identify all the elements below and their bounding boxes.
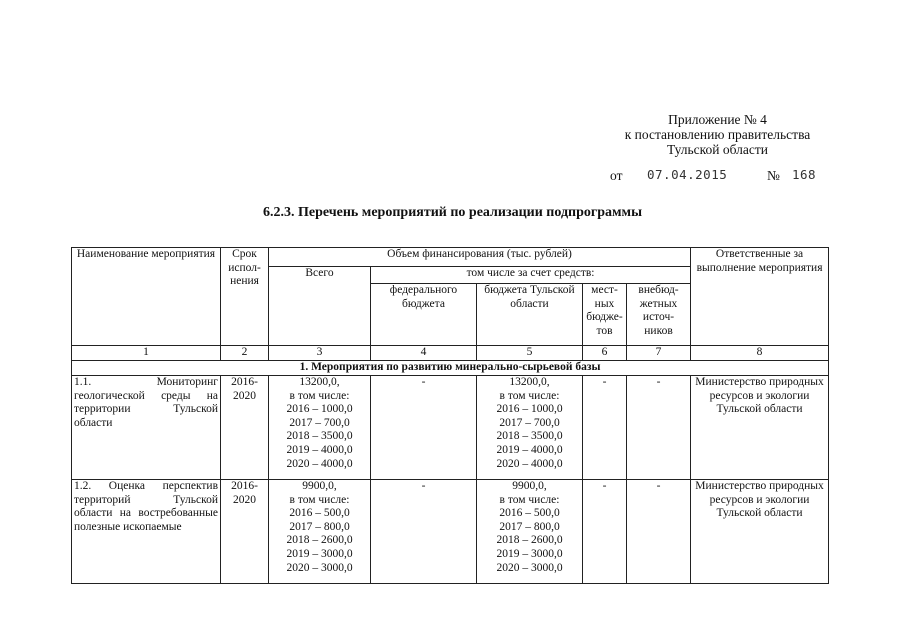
section-title: 1. Мероприятия по развитию минерально-сырьевой базы — [72, 361, 829, 376]
measure-extra: - — [627, 480, 691, 584]
column-number: 5 — [477, 346, 583, 361]
total-line: 2019 – 3000,0 — [286, 547, 353, 560]
resolution-date: 07.04.2015 — [647, 167, 728, 182]
total-line: в том числе: — [289, 493, 350, 506]
header-extra: внебюд-жетных источ-ников — [627, 284, 691, 346]
header-including: том числе за счет средств: — [371, 267, 691, 284]
regional-line: в том числе: — [499, 389, 560, 402]
regional-line: 2017 – 800,0 — [499, 520, 560, 533]
measure-total — [269, 376, 371, 480]
measure-extra: - — [627, 376, 691, 480]
total-line: 2018 – 2600,0 — [286, 534, 353, 547]
total-line: 2020 – 3000,0 — [286, 561, 353, 574]
header-responsible: Ответственные за выполнение мероприятия — [691, 248, 829, 346]
total-line: в том числе: — [289, 389, 350, 402]
section-row — [72, 361, 829, 376]
header-term: Срок испол-нения — [221, 248, 269, 346]
appendix-line-2: к постановлению правительства — [624, 127, 811, 142]
regional-line: 9900,0, — [512, 480, 547, 492]
appendix-line-1: Приложение № 4 — [668, 112, 767, 127]
total-line: 2020 – 4000,0 — [286, 457, 353, 470]
table-row — [72, 480, 829, 584]
measure-name: 1.1. Мониторинг геологической среды на территории Тульской области — [72, 376, 221, 480]
header-name: Наименование мероприятия — [72, 248, 221, 346]
total-line: 2016 – 500,0 — [289, 507, 350, 520]
total-line: 2017 – 700,0 — [289, 416, 350, 429]
measure-local: - — [583, 376, 627, 480]
column-number: 1 — [72, 346, 221, 361]
resolution-date-line — [610, 167, 817, 184]
measure-responsible: Министерство природных ресурсов и экологии Тульской области — [691, 480, 829, 584]
column-number: 2 — [221, 346, 269, 361]
total-line: 2017 – 800,0 — [289, 520, 350, 533]
column-number: 8 — [691, 346, 829, 361]
regional-line: 2019 – 3000,0 — [496, 547, 563, 560]
regional-line: 2017 – 700,0 — [499, 416, 560, 429]
appendix-header — [560, 112, 875, 157]
total-line: 2018 – 3500,0 — [286, 430, 353, 443]
header-funding: Объем финансирования (тыс. рублей) — [269, 248, 691, 267]
header-federal: федерального бюджета — [371, 284, 477, 346]
table-row — [72, 376, 829, 480]
header-regional: бюджета Тульской области — [477, 284, 583, 346]
column-number: 6 — [583, 346, 627, 361]
column-number: 3 — [269, 346, 371, 361]
regional-line: 2019 – 4000,0 — [496, 443, 563, 456]
total-line: 9900,0, — [302, 480, 337, 492]
regional-line: 2018 – 3500,0 — [496, 430, 563, 443]
from-label: от — [610, 168, 623, 183]
column-number: 4 — [371, 346, 477, 361]
measure-name: 1.2. Оценка перспектив территорий Тульской области на востребованные полезные ископаемые — [72, 480, 221, 584]
number-label: № — [767, 168, 780, 183]
regional-line: 13200,0, — [509, 376, 550, 388]
column-number: 7 — [627, 346, 691, 361]
regional-line: 2016 – 500,0 — [499, 507, 560, 520]
regional-line: 2016 – 1000,0 — [496, 403, 563, 416]
total-line: 13200,0, — [299, 376, 340, 388]
document-title: 6.2.3. Перечень мероприятий по реализации подпрограммы — [262, 205, 643, 220]
header-local: мест-ных бюдже-тов — [583, 284, 627, 346]
regional-line: 2020 – 3000,0 — [496, 561, 563, 574]
total-line: 2019 – 4000,0 — [286, 443, 353, 456]
measure-regional — [477, 376, 583, 480]
regional-line: 2020 – 4000,0 — [496, 457, 563, 470]
total-line: 2016 – 1000,0 — [286, 403, 353, 416]
measure-term: 2016-2020 — [221, 480, 269, 584]
measure-term: 2016-2020 — [221, 376, 269, 480]
measure-total — [269, 480, 371, 584]
measure-federal: - — [371, 376, 477, 480]
measure-federal: - — [371, 480, 477, 584]
regional-line: в том числе: — [499, 493, 560, 506]
column-number-row — [72, 346, 829, 361]
regional-line: 2018 – 2600,0 — [496, 534, 563, 547]
measure-regional — [477, 480, 583, 584]
measures-table — [71, 247, 829, 584]
header-total: Всего — [269, 267, 371, 346]
measure-local: - — [583, 480, 627, 584]
appendix-line-3: Тульской области — [667, 142, 768, 157]
resolution-number: 168 — [792, 167, 817, 182]
measure-responsible: Министерство природных ресурсов и экологии Тульской области — [691, 376, 829, 480]
